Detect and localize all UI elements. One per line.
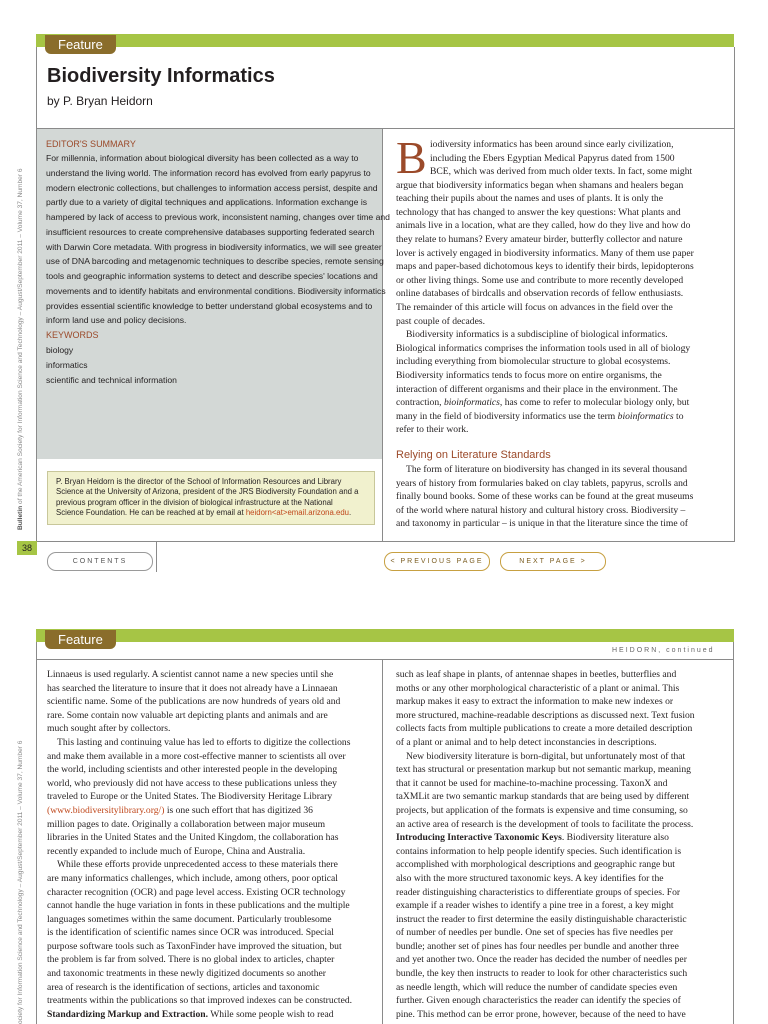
body-line: that it cannot be used for machine-to-machine processing. TaxonX and	[396, 777, 668, 789]
body-line: The remainder of this article will focus on advances in the field over the	[396, 301, 673, 313]
page2-column-divider	[382, 659, 383, 1024]
body-line	[47, 804, 352, 818]
body-line: and taxonomic treatments in these newly digitized documents so another	[47, 968, 326, 980]
body-line: taXMLit are two semantic markup standards that are being used by different	[396, 791, 690, 803]
bio-line: Science at the University of Arizona, president of the JRS Biodiversity Foundation and a	[56, 487, 359, 497]
bio-line: previous program officer in the division of biological infrastructure at the National	[56, 497, 333, 507]
body-text: While some people wish to read	[208, 1008, 334, 1020]
next-page-button[interactable]: NEXT PAGE >	[500, 552, 606, 571]
page-number: 38	[17, 541, 37, 555]
page1-top-bar	[36, 34, 734, 47]
bio-line	[56, 508, 359, 518]
body-line: further. Given enough characteristics the reader can identify the species of	[396, 995, 681, 1007]
body-line: BCE, which was derived from much older texts. In fact, some might	[430, 166, 693, 177]
author-email-link[interactable]: heidorn<at>email.arizona.edu	[245, 507, 350, 517]
body-line: finally bound books. Some of these works can be found at the great museums	[396, 491, 694, 503]
page1-feature-tab: Feature	[45, 35, 116, 54]
body-line: cannot handle the huge variation in fonts in these publications and the multiple	[47, 900, 350, 912]
body-line: collects facts from multiple publications to create a more detailed description	[396, 723, 693, 735]
summary-line: understand the living world. The information record has evolved from early papyrus to	[46, 167, 371, 178]
drop-cap: B	[396, 132, 427, 183]
body-line: Biodiversity informatics tends to focus more on entire organisms, the	[396, 369, 662, 381]
body-line: more structured, machine-readable descriptions as discussed next. Text fusion	[396, 709, 695, 721]
body-line: While these efforts provide unprecedented access to these materials there	[57, 859, 338, 871]
body-line: iodiversity informatics has been around since early civilization,	[430, 139, 674, 150]
editors-summary-box	[37, 129, 390, 459]
body-line: area of research is the identification of sections, articles and taxonomic	[47, 981, 320, 993]
running-head: HEIDORN, continued	[612, 647, 715, 654]
body-line: animals live in a location, what are they called, how do they live and how do	[396, 220, 691, 232]
bio-line-text: Science Foundation. He can be reached at by email at	[56, 507, 246, 517]
keyword: informatics	[46, 360, 88, 370]
body-line	[396, 831, 695, 845]
body-line: or other living things. Some use and contribute to more recently developed	[396, 274, 684, 286]
body-line	[47, 1008, 352, 1022]
body-line: of the world where natural history and cultural history cross. Biodiversity –	[396, 504, 686, 516]
page2-right-column	[396, 668, 695, 1021]
body-line: bundle; another set of pines has four needles per bundle and another three	[396, 940, 679, 952]
body-line: including everything from biomolecular structure to global ecosystems.	[396, 356, 671, 368]
body-line: New biodiversity literature is born-digital, but unfortunately most of that	[406, 750, 686, 762]
page2-header-divider	[36, 659, 734, 660]
body-text: many in the field of biodiversity informatics use the term	[396, 410, 618, 422]
body-line: traveled to Europe or the United States. The Biodiversity Heritage Library	[47, 791, 333, 803]
body-line: example if a reader wishes to identify a pine tree in a forest, a key might	[396, 900, 674, 912]
body-text: is one such effort that has digitized 36	[164, 804, 313, 816]
body-line: much sought after by collectors.	[47, 723, 171, 735]
author-bio-box	[47, 471, 375, 525]
section-subhead: Relying on Literature Standards	[396, 449, 551, 461]
body-line: contains information to help people identify species. Such identification is	[396, 845, 682, 857]
article-body-p1	[396, 165, 694, 437]
inline-heading: Standardizing Markup and Extraction.	[47, 1008, 208, 1020]
body-line: are many informatics challenges, which include, among others, poor optical	[47, 872, 338, 884]
body-line: maps and paper-based dichotomous keys to identify their birds, lepidopterons	[396, 261, 694, 273]
body-line: pine. This method can be error prone, however, because of the need to have	[396, 1008, 686, 1020]
summary-line: For millennia, information about biological diversity has been collected as a way to	[46, 153, 359, 163]
page2-feature-tab: Feature	[45, 630, 116, 649]
page2-left-column	[47, 668, 352, 1021]
nav-divider	[156, 541, 157, 572]
summary-line: provides essential scientific knowledge to better understand global ecosystems and to	[46, 300, 373, 311]
italic-term: bioinformatics	[443, 397, 500, 409]
page1-side-caption	[17, 168, 24, 530]
page2-right-edge	[733, 642, 734, 1024]
summary-line: modern electronic collections, but challenges to information access persist, despite and	[46, 182, 378, 193]
body-line	[396, 396, 694, 410]
inline-heading: Introducing Interactive Taxonomic Keys	[396, 832, 562, 844]
body-line: also with the more structured taxonomic keys. A key identifies for the	[396, 872, 664, 884]
byline: by P. Bryan Heidorn	[47, 94, 153, 108]
summary-line: inform land use and policy decisions.	[46, 315, 187, 326]
body-line: projects, but application of the formats is expensive and time consuming, so	[396, 804, 688, 816]
previous-page-button[interactable]: < PREVIOUS PAGE	[384, 552, 490, 571]
body-line: the problem is far from solved. There is no global index to articles, chapter	[47, 954, 335, 966]
body-line: moths or any other morphological characteristic of a plant or animal. This	[396, 682, 680, 694]
body-line: Biodiversity informatics is a subdiscipline of biological informatics.	[406, 329, 668, 341]
body-line: markup makes it easy to extract the information to make new indexes or	[396, 696, 674, 708]
summary-line: movements and to identify habitats and environmental conditions. Biodiversity informatics	[46, 285, 386, 296]
summary-line: tools and geographic information systems to detect and describe species' locations and	[46, 271, 378, 281]
bio-line: P. Bryan Heidorn is the director of the School of Information Resources and Library	[56, 477, 342, 486]
body-line: languages sometimes within the same document. Particularly troublesome	[47, 913, 332, 925]
bio-period: .	[349, 507, 352, 517]
page2-left-edge	[36, 642, 37, 1024]
body-line: instruct the reader to first determine the easily distinguishable characteristic	[396, 913, 687, 925]
article-body-p3	[396, 463, 693, 531]
article-title: Biodiversity Informatics	[47, 65, 275, 87]
body-text: . Biodiversity literature also	[561, 832, 669, 844]
page2-side-caption: ociety for Information Science and Technology – August/September 2011 – Volume 37, Number 6	[17, 740, 24, 1024]
body-line: years of history from formularies baked on clay tablets, papyrus, scrolls and	[396, 477, 688, 489]
body-line: Biological informatics comprises the information tools used in all of biology	[396, 342, 691, 354]
body-line: of number of needles per bundle. One set of species has five needles per	[396, 927, 674, 939]
page1-side-text: of the American Society for Information Science and Technology – August/September 2011 – Volume 37, Number 6	[17, 168, 24, 504]
body-line: and make them available in a more cost-effective manner to scientists all over	[47, 750, 346, 762]
italic-term: bioinformatics	[617, 410, 674, 422]
body-text: , has come to refer to molecular biology only, but	[499, 397, 690, 409]
keyword: biology	[46, 345, 74, 355]
body-line: treatments within the publications so that improved indexes can be constructed.	[47, 995, 353, 1007]
body-line: accomplished with morphological descriptions and geographic range but	[396, 859, 675, 871]
body-line: character recognition (OCR) and page level access. Existing OCR technology	[47, 886, 346, 898]
summary-line: use of DNA barcoding and metagenomic techniques to describe species, remote sensing	[46, 256, 384, 267]
body-line: they relate to humans? Every amateur birder, butterfly collector and nature	[396, 233, 683, 245]
body-line: including the Ebers Egyptian Medical Papyrus dated from 1500	[430, 152, 675, 164]
body-line: Linnaeus is used regularly. A scientist cannot name a new species until she	[47, 669, 334, 680]
body-line: teaching their pupils about the names and uses of plants. It is only the	[396, 193, 663, 205]
body-line: past couple of decades.	[396, 315, 485, 327]
body-line: libraries in the United States and the United Kingdom, the collaboration has	[47, 832, 339, 844]
bhl-link[interactable]: (www.biodiversitylibrary.org/)	[47, 804, 165, 816]
body-line: is the identification of scientific names since OCR was introduced. Special	[47, 927, 334, 939]
page1-side-journal: Bulletin	[17, 505, 24, 530]
summary-heading: EDITOR'S SUMMARY	[46, 139, 136, 149]
body-line: interaction of different organisms and their place in the environment. The	[396, 383, 678, 395]
keywords-list	[46, 343, 177, 388]
page2-top-bar	[36, 629, 734, 642]
keyword: scientific and technical information	[46, 375, 177, 385]
body-line: text has structural or presentation markup but not semantic markup, meaning	[396, 764, 691, 776]
body-line: the world, including scientists and other interested people in the developing	[47, 764, 338, 776]
body-line: of a plant or animal and to help detect inconstancies in descriptions.	[396, 736, 657, 748]
body-line: refer to their work.	[396, 424, 469, 436]
summary-text	[46, 151, 390, 328]
contents-button[interactable]: CONTENTS	[47, 552, 153, 571]
body-line: online databases of birdcalls and observation records of fellow enthusiasts.	[396, 288, 684, 300]
summary-line: insufficient resources to create comprehensive databases supporting federated search	[46, 226, 375, 237]
body-line: bundle, the key then instructs to reader to look for other characteristics such	[396, 968, 688, 980]
body-line: argue that biodiversity informatics began when shamans and healers began	[396, 179, 684, 191]
body-line: lover is actively engaged in biodiversity informatics. Many of them use paper	[396, 247, 694, 259]
body-line: rare. Some contain now valuable art depicting plants and animals and are	[47, 709, 328, 721]
body-line: million pages to date. Originally a collaboration between major museum	[47, 818, 326, 830]
body-line: world, who previously did not have access to these publications unless they	[47, 777, 337, 789]
body-line: The form of literature on biodiversity has changed in its several thousand	[406, 464, 688, 475]
body-line: has searched the literature to insure that it does not already have a Linnaean	[47, 682, 338, 694]
body-line: This lasting and continuing value has led to efforts to digitize the collections	[57, 736, 351, 748]
body-text: contraction,	[396, 397, 444, 409]
body-text: to	[673, 410, 684, 422]
body-line: reader distinguishing characteristics to differentiate groups of species. For	[396, 886, 681, 898]
body-line: recently expanded to include much of Europe, China and Australia.	[47, 845, 306, 857]
body-line: such as leaf shape in plants, of antennae shapes in beetles, butterflies and	[396, 669, 677, 680]
summary-line: hampered by lack of access to previous work, inconsistent naming, changes over time and	[46, 212, 390, 222]
body-line: technology that has changed to answer the key questions: What plants and	[396, 206, 681, 218]
article-intro	[430, 138, 675, 165]
author-bio-text	[56, 477, 359, 518]
summary-line: partly due to a variety of digital techniques and applications. Information exchange is	[46, 197, 368, 208]
body-line: purpose software tools such as TaxonFinder have improved the situation, but	[47, 940, 342, 952]
body-line: scientific name. Some of the publications are now hundreds of years old and	[47, 696, 341, 708]
body-line: and taxonomy in particular – is unique in that the literature since the time of	[396, 518, 688, 530]
body-line: an active area of research is the development of tools to facilitate the process.	[396, 818, 694, 830]
body-line: as needle length, which will reduce the number of candidate species even	[396, 981, 678, 993]
body-line: and yet another two. Once the reader has decided the number of needles per	[396, 954, 687, 966]
summary-line: with Darwin Core metadata. With progress in biodiversity informatics, we will see greater	[46, 241, 382, 252]
keywords-heading: KEYWORDS	[46, 330, 99, 340]
body-line	[396, 410, 694, 424]
